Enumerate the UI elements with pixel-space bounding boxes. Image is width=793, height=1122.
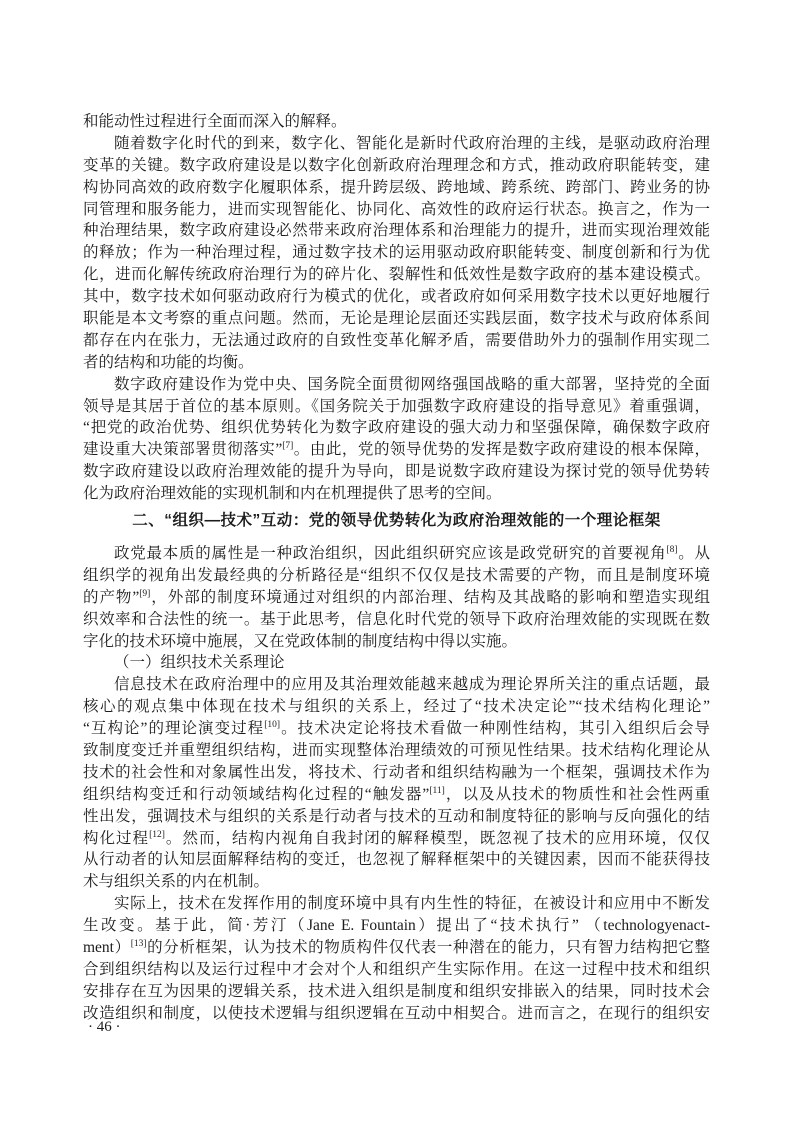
text-run: 。技术决定论将技术看做一种刚性结构，其引入组织后会导 bbox=[280, 720, 710, 738]
page-number: · 46 · bbox=[88, 1019, 121, 1035]
text-run: 性出发，强调技术与组织的关系是行动者与技术的互动和制度特征的影响与反向强化的结 bbox=[83, 807, 710, 825]
text-line bbox=[83, 828, 710, 850]
citation-marker: [9] bbox=[139, 588, 151, 599]
text-run: 数字政府建设以政府治理效能的提升为导向，即是说数字政府建设为探讨党的领导优势转 bbox=[83, 463, 710, 481]
text-line bbox=[83, 806, 710, 828]
text-line bbox=[83, 915, 710, 937]
text-line bbox=[83, 483, 710, 505]
text-run: 核心的观点集中体现在技术与组织的关系上，经过了“技术决定论”“技术结构化理论” bbox=[83, 698, 710, 716]
text-run: 术与组织关系的内在机制。 bbox=[83, 873, 270, 891]
text-run: 其中，数字技术如何驱动政府行为模式的优化，或者政府如何采用数字技术以更好地履行 bbox=[83, 288, 710, 306]
text-run: 生改变。基于此，简·芳汀（Jane E. Fountain）提出了“技术执行” （technologyenact- bbox=[83, 917, 710, 935]
text-line bbox=[83, 330, 710, 352]
text-run: 同管理和服务能力，进而实现智能化、协同化、高效性的政府运行状态。换言之，作为一 bbox=[83, 200, 710, 218]
text-line bbox=[83, 1003, 710, 1025]
text-run: “互构论”的理论演变过程 bbox=[83, 720, 265, 738]
text-run: 领导是其居于首位的基本原则。《国务院关于加强数字政府建设的指导意见》着重强调， bbox=[83, 397, 710, 415]
text-run: 技术的社会性和对象属性出发，将技术、行动者和组织结构融为一个框架，强调技术作为 bbox=[83, 763, 710, 781]
text-run: ment） bbox=[83, 938, 131, 956]
text-run: 组织结构变迁和行动领域结构化过程的“触发器” bbox=[83, 785, 430, 803]
text-run: 。由此，党的领导优势的发挥是数字政府建设的根本保障， bbox=[293, 441, 710, 459]
text-line bbox=[83, 374, 710, 396]
text-line bbox=[83, 308, 710, 330]
text-run: 随着数字化时代的到来，数字化、智能化是新时代政府治理的主线，是驱动政府治理 bbox=[114, 134, 710, 152]
text-line bbox=[83, 740, 710, 762]
citation-marker: [10] bbox=[264, 719, 281, 730]
text-line bbox=[83, 784, 710, 806]
text-run: 的释放；作为一种治理过程，通过数字技术的运用驱动政府职能转变、制度创新和行为优 bbox=[83, 244, 710, 262]
text-line bbox=[83, 417, 710, 439]
text-line bbox=[83, 587, 710, 609]
text-run: 构化过程 bbox=[83, 829, 150, 847]
citation-marker: [12] bbox=[149, 829, 165, 840]
text-run: 建设重大决策部署贯彻落实” bbox=[83, 441, 283, 459]
text-run: 和能动性过程进行全面而深入的解释。 bbox=[83, 113, 347, 130]
citation-marker: [13] bbox=[130, 938, 147, 949]
text-run: 改造组织和制度，以使技术逻辑与组织逻辑在互动中相契合。进而言之，在现行的组织安 bbox=[83, 1004, 710, 1022]
text-run: ，外部的制度环境通过对组织的内部治理、结构及其战略的影响和塑造实现组 bbox=[150, 588, 710, 606]
text-run: 的产物” bbox=[83, 588, 140, 606]
text-line bbox=[83, 439, 710, 461]
text-line bbox=[83, 396, 710, 418]
text-run: 信息技术在政府治理中的应用及其治理效能越来越成为理论界所关注的重点话题，最 bbox=[114, 676, 710, 694]
text-run: 织效率和合法性的统一。基于此思考，信息化时代党的领导下政府治理效能的实现既在数 bbox=[83, 610, 710, 628]
text-run: 安排存在互为因果的逻辑关系，技术进入组织是制度和组织安排嵌入的结果，同时技术会 bbox=[83, 982, 710, 1000]
text-run: 构协同高效的政府数字化履职体系，提升跨层级、跨地域、跨系统、跨部门、跨业务的协 bbox=[83, 178, 710, 196]
text-run: 组织学的视角出发最经典的分析路径是“组织不仅仅是技术需要的产物，而且是制度环境 bbox=[83, 566, 710, 584]
text-line bbox=[83, 893, 710, 915]
text-line bbox=[83, 177, 710, 199]
text-run: 实际上，技术在发挥作用的制度环境中具有内生性的特征，在被设计和应用中不断发 bbox=[114, 895, 710, 913]
text-line bbox=[83, 155, 710, 177]
text-line bbox=[83, 871, 710, 893]
text-run: “把党的政治优势、组织优势转化为数字政府建设的强大动力和坚强保障，确保数字政府 bbox=[83, 419, 710, 437]
text-line bbox=[83, 352, 710, 374]
text-run: 合到组织结构以及运行过程中才会对个人和组织产生实际作用。在这一过程中技术和组织 bbox=[83, 960, 710, 978]
text-line bbox=[83, 674, 710, 696]
text-line bbox=[83, 631, 710, 653]
citation-marker: [7] bbox=[282, 441, 294, 452]
text-line bbox=[83, 242, 710, 264]
text-line bbox=[83, 762, 710, 784]
text-run: 字化的技术环境中施展，又在党政体制的制度结构中得以实施。 bbox=[83, 632, 518, 650]
text-line bbox=[83, 286, 710, 308]
text-line bbox=[83, 461, 710, 483]
text-line bbox=[83, 220, 710, 242]
text-run: 数字政府建设作为党中央、国务院全面贯彻网络强国战略的重大部署，坚持党的全面 bbox=[114, 375, 710, 393]
citation-marker: [8] bbox=[666, 544, 678, 555]
text-line bbox=[83, 718, 710, 740]
text-line bbox=[83, 133, 710, 155]
text-run: 职能是本文考察的重点问题。然而，无论是理论层面还实践层面，数字技术与政府体系间 bbox=[83, 310, 710, 328]
text-run: ，以及从技术的物质性和社会性两重 bbox=[444, 785, 710, 803]
text-line bbox=[83, 543, 710, 565]
text-run: 从行动者的认知层面解释结构的变迁，也忽视了解释框架中的关键因素，因而不能获得技 bbox=[83, 851, 710, 869]
text-run: 都存在内在张力，无法通过政府的自致性变革化解矛盾，需要借助外力的强制作用实现二 bbox=[83, 331, 710, 349]
text-line bbox=[83, 565, 710, 587]
text-run: 。从 bbox=[677, 544, 710, 562]
text-run: 化为政府治理效能的实现机制和内在机理提供了思考的空间。 bbox=[83, 485, 502, 503]
text-line bbox=[83, 849, 710, 871]
text-run: 致制度变迁并重塑组织结构，进而实现整体治理绩效的可预见性结果。技术结构化理论从 bbox=[83, 741, 710, 759]
text-line bbox=[83, 981, 710, 1003]
text-run: 。然而，结构内视角自我封闭的解释模型，既忽视了技术的应用环境，仅仅 bbox=[164, 829, 710, 847]
text-line bbox=[83, 264, 710, 286]
text-line bbox=[83, 111, 710, 133]
text-line bbox=[83, 959, 710, 981]
text-line bbox=[83, 696, 710, 718]
text-run: 者的结构和功能的均衡。 bbox=[83, 353, 254, 371]
article-body bbox=[83, 111, 710, 1025]
text-line bbox=[83, 937, 710, 959]
text-run: 政党最本质的属性是一种政治组织，因此组织研究应该是政党研究的首要视角 bbox=[114, 544, 667, 562]
text-run: 的分析框架，认为技术的物质构件仅代表一种潜在的能力，只有智力结构把它整 bbox=[146, 938, 710, 956]
subsection-heading: （一）组织技术关系理论 bbox=[114, 654, 285, 672]
text-line bbox=[83, 609, 710, 631]
citation-marker: [11] bbox=[429, 785, 445, 796]
text-run: 化，进而化解传统政府治理行为的碎片化、裂解性和低效性是数字政府的基本建设模式。 bbox=[83, 266, 710, 284]
text-run: 变革的关键。数字政府建设是以数字化创新政府治理理念和方式，推动政府职能转变，建 bbox=[83, 156, 710, 174]
text-run: 种治理结果，数字政府建设必然带来政府治理体系和治理能力的提升，进而实现治理效能 bbox=[83, 222, 710, 240]
text-line bbox=[83, 199, 710, 221]
section-heading: 二、“组织—技术”互动：党的领导优势转化为政府治理效能的一个理论框架 bbox=[132, 512, 661, 530]
